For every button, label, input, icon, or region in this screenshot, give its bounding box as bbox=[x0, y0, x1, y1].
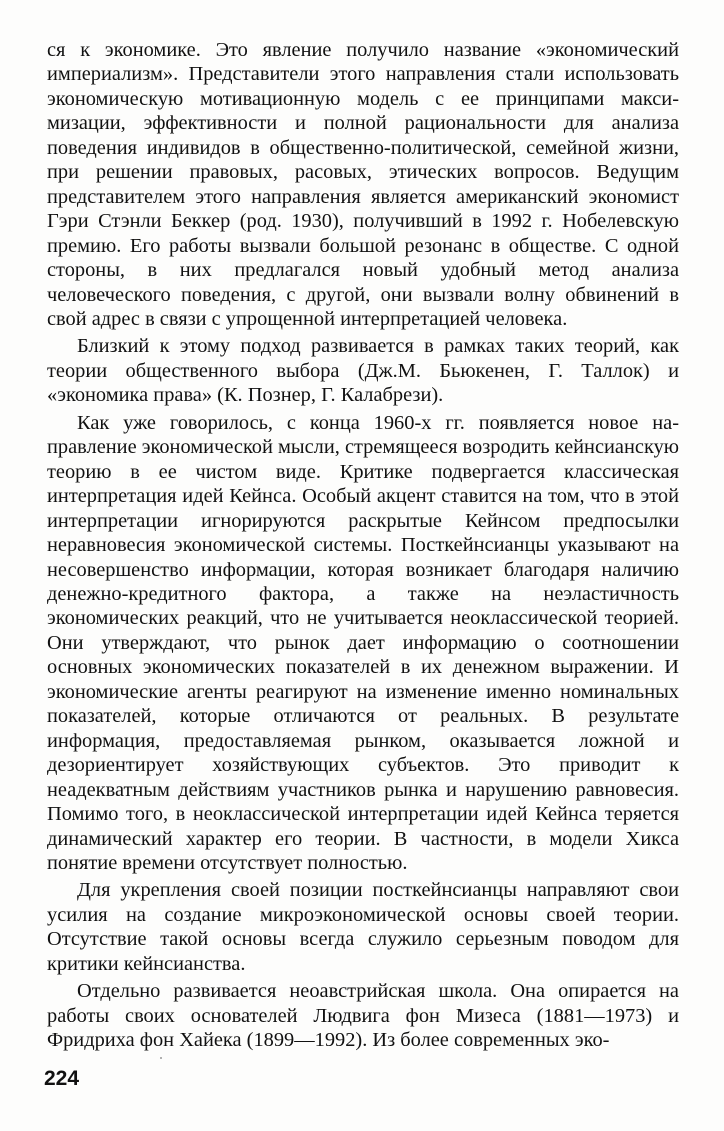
body-text bbox=[47, 38, 679, 1053]
paragraph-2: Близкий к этому подход развивается в рамках таких теорий, как теории общественного выбора (Дж.М. Бьюкенен, Г. Таллок) и «экономика права» (К. Познер, Г. Калабрези). bbox=[47, 335, 679, 407]
paragraph-5: Отдельно развивается неоавстрийская школа. Она опирается на работы своих основателей Людвига фон Мизеса (1881—1973) и Фридриха фон Хайека (1899—1992). Из более современных эко- bbox=[47, 980, 679, 1052]
page-number: 224 bbox=[44, 1067, 80, 1090]
paragraph-3: Как уже говорилось, с конца 1960-х гг. появляется новое направление экономической мысли, стремящееся возродить кейнсианскую теорию в ее чистом виде. Критике подвергается классическая интерпретация идей Кейнса. Особый акцент ставится на том, что в этой интерпретации игнорируются раскрытые Кейнсом предпосылки неравновесия экономической системы. Посткейнсианцы указывают на несовершенство информации, которая возникает благодаря наличию денежно-кредитного фактора, а также на неэластичность экономических реакций, что не учитывается неоклассической теорией. Они утверждают, что рынок дает информацию о соотношении основных экономических показателей в их денежном выражении. И экономические агенты реагируют на изменение именно номинальных показателей, которые отличаются от реальных. В результате информация, предоставляемая рынком, оказывается ложной и дезориентирует хозяйствующих субъектов. Это приводит к неадекватным действиям участников рынка и нарушению равновесия. Помимо того, в неоклассической интерпретации идей Кейнса теряется динамический характер его теории. В частности, в модели Хикса понятие времени отсутствует полностью. bbox=[47, 411, 679, 874]
scan-speck bbox=[160, 1057, 162, 1059]
paragraph-1: ся к экономике. Это явление получило название «экономический империализм». Представители этого направления стали использовать экономическую мотивационную модель с ее принципами максимизации, эффективности и полной рациональности для анализа поведения индивидов в общественно-политической, семейной жизни, при решении правовых, расовых, этических вопросов. Ведущим представителем этого направления является американский экономист Гэри Стэнли Беккер (род. 1930), получивший в 1992 г. Нобелевскую премию. Его работы вызвали большой резонанс в обществе. С одной стороны, в них предлагался новый удобный метод анализа человеческого поведения, с другой, они вызвали волну обвинений в свой адрес в связи с упрощенной интерпретацией человека. bbox=[47, 39, 679, 330]
paragraph-4: Для укрепления своей позиции посткейнсианцы направляют свои усилия на создание микроэкономической основы своей теории. Отсутствие такой основы всегда служило серьезным поводом для критики кейнсианства. bbox=[47, 879, 679, 975]
